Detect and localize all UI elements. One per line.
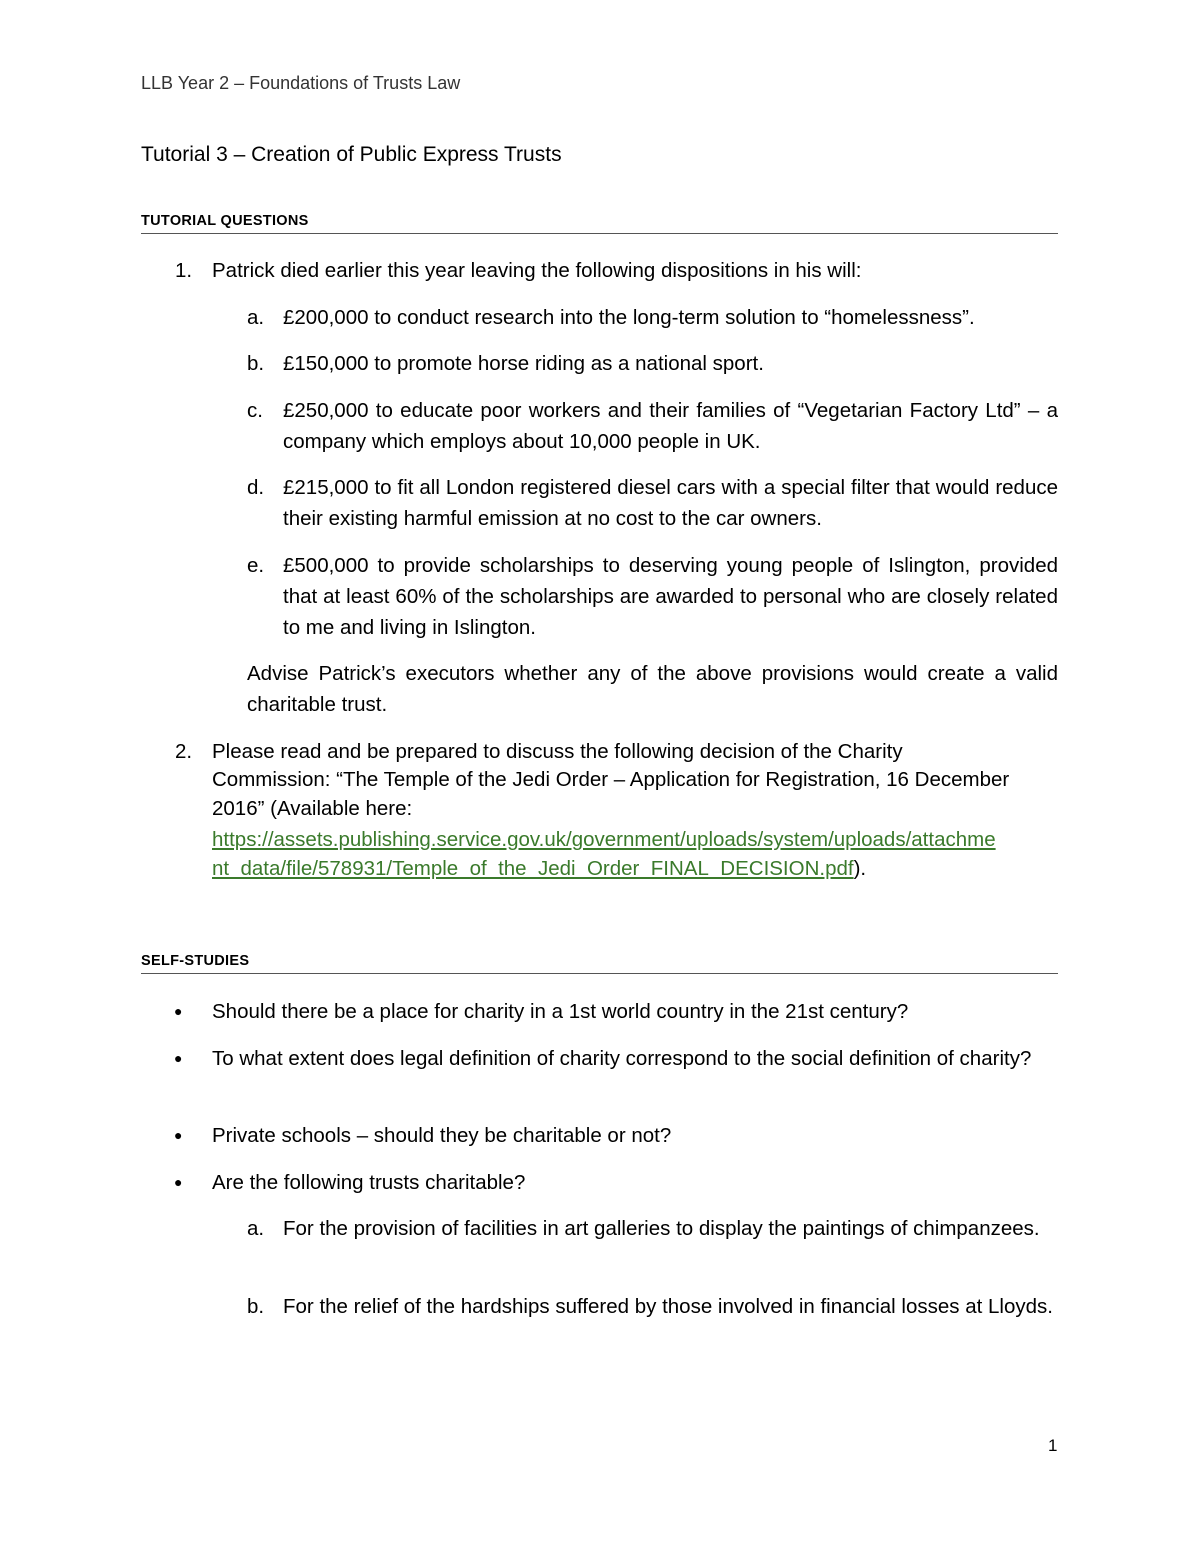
decision-link[interactable]: nt_data/file/578931/Temple_of_the_Jedi_Order_FINAL_DECISION.pdf bbox=[212, 857, 854, 880]
item-label: a. bbox=[247, 306, 265, 329]
list-item: Are the following trusts charitable? bbox=[212, 1171, 526, 1194]
item-text: £500,000 to provide scholarships to deserving young people of Islington, provided that at least 60% of the scholarships are awarded to personal who are closely related to me and living in Islington. bbox=[283, 554, 1058, 639]
question-number: 1. bbox=[175, 259, 193, 282]
page-number: 1 bbox=[1048, 1436, 1058, 1455]
item-label: a. bbox=[247, 1217, 265, 1240]
item-text: £250,000 to educate poor workers and their families of “Vegetarian Factory Ltd” – a company which employs about 10,000 people in UK. bbox=[283, 399, 1058, 453]
item-label: b. bbox=[247, 1295, 265, 1318]
list-item: To what extent does legal definition of charity correspond to the social definition of charity? bbox=[212, 1047, 1032, 1070]
question-number: 2. bbox=[175, 740, 193, 763]
item-label: d. bbox=[247, 476, 265, 499]
course-header: LLB Year 2 – Foundations of Trusts Law bbox=[141, 73, 461, 93]
link-closing: ). bbox=[853, 857, 867, 880]
question-text-line: Commission: “The Temple of the Jedi Order – Application for Registration, 16 December bbox=[212, 768, 1010, 791]
question-text-line: Please read and be prepared to discuss the following decision of the Charity bbox=[212, 740, 903, 763]
section-heading-tutorial-questions: TUTORIAL QUESTIONS bbox=[141, 213, 1058, 234]
item-text: £200,000 to conduct research into the long-term solution to “homelessness”. bbox=[283, 306, 975, 329]
page-title: Tutorial 3 – Creation of Public Express Trusts bbox=[141, 143, 562, 166]
bullet-icon: ● bbox=[174, 1127, 183, 1143]
item-label: b. bbox=[247, 352, 265, 375]
item-text: For the provision of facilities in art galleries to display the paintings of chimpanzees. bbox=[283, 1217, 1040, 1240]
question-text-line: 2016” (Available here: bbox=[212, 797, 413, 820]
item-text: For the relief of the hardships suffered by those involved in financial losses at Lloyds. bbox=[283, 1295, 1053, 1318]
bullet-icon: ● bbox=[174, 1050, 183, 1066]
section-heading-self-studies: SELF-STUDIES bbox=[141, 953, 1058, 974]
item-label: e. bbox=[247, 554, 265, 577]
list-item: Private schools – should they be charitable or not? bbox=[212, 1124, 672, 1147]
item-text: £150,000 to promote horse riding as a national sport. bbox=[283, 352, 764, 375]
decision-link[interactable]: https://assets.publishing.service.gov.uk/government/uploads/system/uploads/attachme bbox=[212, 828, 996, 851]
bullet-icon: ● bbox=[174, 1174, 183, 1190]
advise-text: Advise Patrick’s executors whether any of the above provisions would create a valid charitable trust. bbox=[247, 662, 1058, 716]
item-text: £215,000 to fit all London registered diesel cars with a special filter that would reduce their existing harmful emission at no cost to the car owners. bbox=[283, 476, 1058, 530]
question-text: Patrick died earlier this year leaving the following dispositions in his will: bbox=[212, 259, 862, 282]
bullet-icon: ● bbox=[174, 1003, 183, 1019]
item-label: c. bbox=[247, 399, 263, 422]
list-item: Should there be a place for charity in a 1st world country in the 21st century? bbox=[212, 1000, 909, 1023]
